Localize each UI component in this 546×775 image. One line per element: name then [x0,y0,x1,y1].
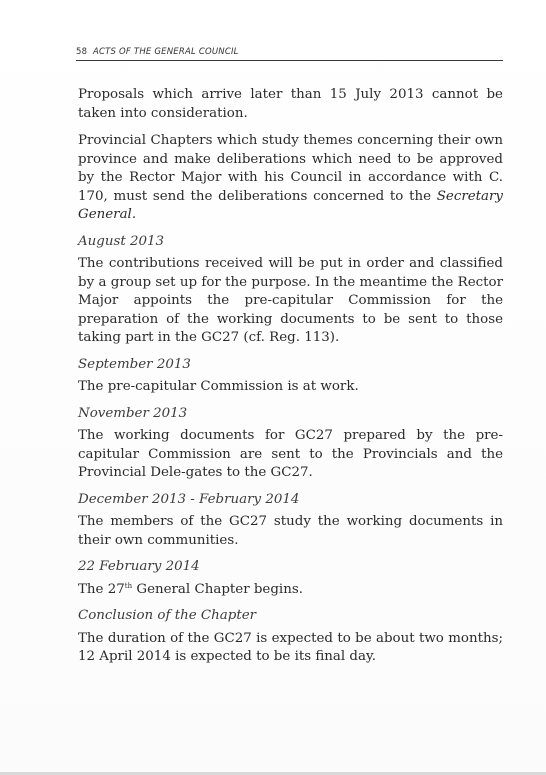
section-august-2013 [78,233,503,348]
paragraph-provincial-chapters [78,132,503,225]
paragraph-provincial-chapters-text: Provincial Chapters which study themes concerning their own province and make deliberations which need to be approved by the Rector Major with his Council in accordance with C. 170, must send the deliberations concerned to the [78,133,503,204]
running-title: ACTS OF THE GENERAL COUNCIL [93,47,239,57]
section-september-2013 [78,356,503,397]
section-body-prefix: The 27 [78,581,125,597]
section-body: The contributions received will be put in order and classified by a group set up for the purpose. In the meantime the Rector Major appoints the pre-capitular Commission for the preparation of the working documents to be sent to those taking part in the GC27 (cf. Reg. 113). [78,256,503,345]
section-november-2013 [78,405,503,483]
document-body [78,86,503,667]
section-heading: December 2013 - February 2014 [78,491,300,507]
section-heading: September 2013 [78,356,191,372]
section-body: The pre-capitular Commission is at work. [78,379,359,394]
section-body: The members of the GC27 study the working documents in their own communities. [78,514,503,548]
section-body-suffix: General Chapter begins. [132,581,303,597]
section-heading: August 2013 [78,233,165,249]
page-number: 58 [76,47,88,57]
page-header [76,44,503,61]
section-conclusion [78,607,503,667]
section-body: The working documents for GC27 prepared by the pre-capitular Commission are sent to the Provincials and the Provincial Dele-gates to the GC27. [78,428,503,480]
secretary-general-term: Secretary General. [78,188,503,222]
section-heading: Conclusion of the Chapter [78,608,257,623]
section-december-february [78,491,503,551]
section-heading: 22 February 2014 [78,559,200,574]
section-body: The duration of the GC27 is expected to be about two months; 12 April 2014 is expected to be its final day. [78,630,503,664]
paragraph-deadline: Proposals which arrive later than 15 July 2013 cannot be taken into consideration. [78,87,503,121]
section-body [78,581,503,600]
ordinal-superscript: th [124,581,133,590]
section-22-february-2014 [78,558,503,599]
section-heading: November 2013 [78,405,188,421]
